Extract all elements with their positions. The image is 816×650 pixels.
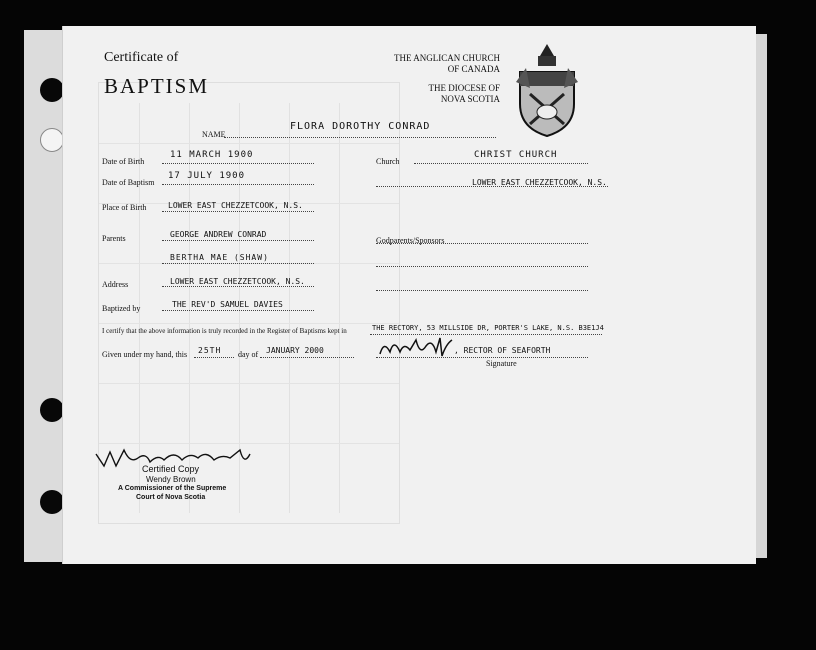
punch-hole-torn — [40, 128, 64, 152]
diocese-crest-icon — [516, 42, 578, 138]
given-day-value: 25TH — [198, 346, 222, 355]
church-name-line1: THE ANGLICAN CHURCH — [393, 53, 500, 63]
stamp-name: Wendy Brown — [146, 475, 196, 484]
church-value: CHRIST CHURCH — [474, 150, 558, 160]
dob-value: 11 MARCH 1900 — [170, 150, 254, 160]
parent2-value: BERTHA MAE (SHAW) — [170, 253, 269, 262]
diocese-line1: THE DIOCESE OF — [428, 83, 500, 93]
punch-hole — [40, 78, 64, 102]
signature-title-value: , RECTOR OF SEAFORTH — [454, 346, 551, 355]
stamp-certified-copy: Certified Copy — [142, 464, 200, 474]
dob-label: Date of Birth — [102, 157, 145, 166]
address-label: Address — [102, 280, 129, 289]
name-value: FLORA DOROTHY CONRAD — [290, 121, 431, 132]
punch-hole — [40, 490, 64, 514]
place-of-birth-value: LOWER EAST CHEZZETCOOK, N.S. — [168, 201, 303, 210]
baptism-date-value: 17 JULY 1900 — [168, 171, 246, 181]
given-under-hand-text: Given under my hand, this — [102, 350, 188, 359]
signature-label: Signature — [486, 359, 517, 368]
stamp-commissioner-line: A Commissioner of the Supreme — [118, 485, 227, 492]
diocese-line2: NOVA SCOTIA — [440, 94, 500, 104]
address-value: LOWER EAST CHEZZETCOOK, N.S. — [170, 277, 305, 286]
name-label: NAME — [202, 130, 226, 139]
baptized-by-value: THE REV'D SAMUEL DAVIES — [172, 300, 283, 309]
given-month-value: JANUARY 2000 — [266, 346, 324, 355]
church-name-line2: OF CANADA — [447, 64, 500, 74]
certification-statement: I certify that the above information is truly recorded in the Register of Baptisms kept in — [102, 327, 347, 335]
page-edge — [755, 34, 767, 558]
godparents-label: Godparents/Sponsors — [376, 236, 445, 245]
stamp-court-line: Court of Nova Scotia — [136, 494, 206, 501]
parent1-value: GEORGE ANDREW CONRAD — [170, 230, 267, 239]
parents-label: Parents — [102, 234, 126, 243]
church-location-value: LOWER EAST CHEZZETCOOK, N.S. — [472, 178, 607, 187]
certificate-sheet — [62, 26, 756, 564]
punch-hole — [40, 398, 64, 422]
baptism-date-label: Date of Baptism — [102, 178, 155, 187]
day-of-text: day of — [238, 350, 259, 359]
baptized-by-label: Baptized by — [102, 304, 141, 313]
register-location-value: THE RECTORY, 53 MILLSIDE DR, PORTER'S LAKE, N.S. B3E1J4 — [372, 324, 604, 332]
church-label: Church — [376, 157, 400, 166]
place-of-birth-label: Place of Birth — [102, 203, 147, 212]
certificate-title: BAPTISM — [104, 74, 210, 98]
certificate-title-small: Certificate of — [104, 50, 179, 65]
